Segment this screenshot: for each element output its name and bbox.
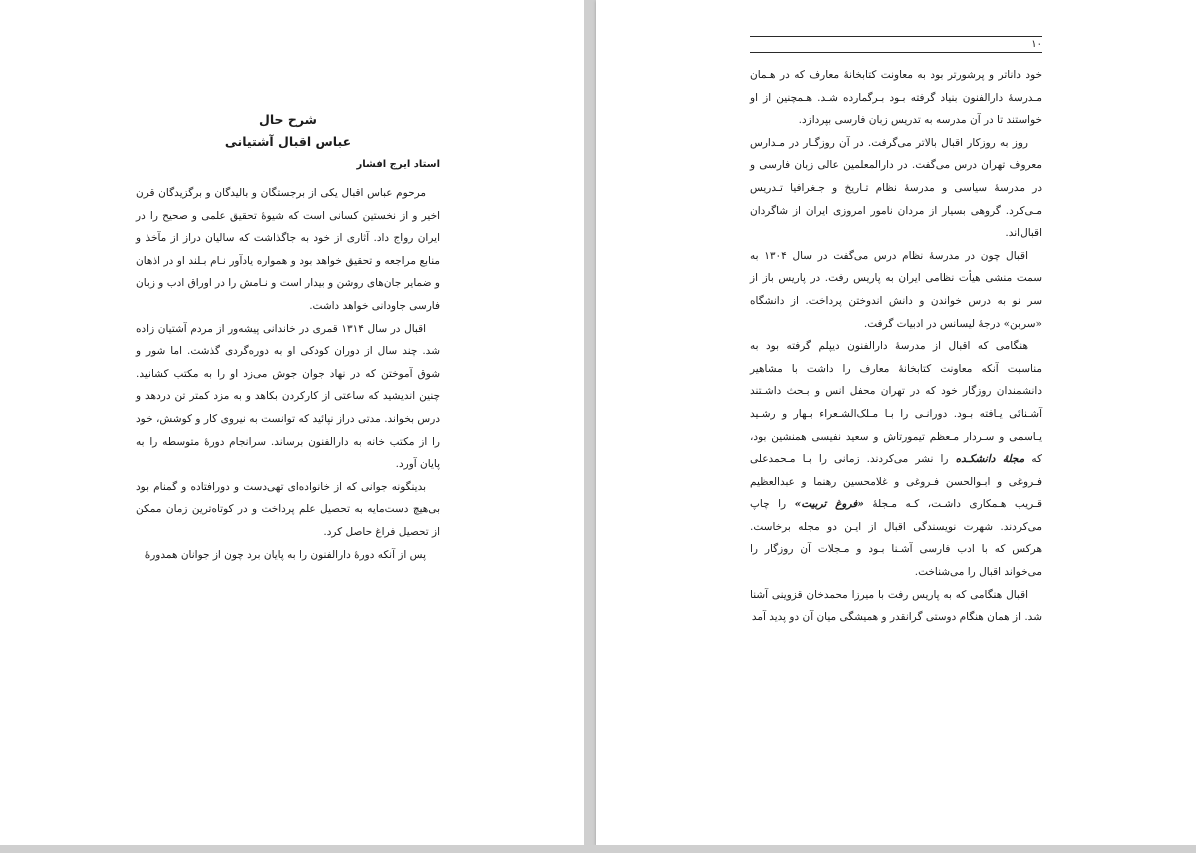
- header-rule-top: [750, 36, 1042, 37]
- journal-name-forugh-tarbiat: «فروغ تربیت»: [794, 498, 864, 511]
- paragraph-text: را نشر می‌کردند. زمانی را بـا مـحمدعلی فـروغی و ابـوالحسن فـروغی و غلامحسین رهنما و عبدالعظیم قـریب هـمکاری داشـت، کـه مـجلهٔ: [750, 453, 1043, 511]
- paragraph-text: را چاپ می‌کردند. شهرت نویسندگی اقبال از ایـن دو مجله برخاست. هرکس که با ادب فارسی آشـنا بـود و مـجلات آن روزگار را می‌خواند اقبال را می‌شناخت.: [750, 498, 1042, 579]
- paragraph: اقبال در سال ۱۳۱۴ قمری در خاندانی پیشه‌ور از مردم آشتیان زاده شد. چند سال از دوران کودکی او به دوره‌گردی گذشت. اما شور و شوق آموختن که در نهاد جوان جوش می‌زد او را به مکتب کشانید. چنین اندیشید که ساعتی از کارکردن بکاهد و به مزد کمتر تن دردهد و درس بخواند. مدتی دراز نپائید که توانست به نیروی کار و کوشش، خود را از مکتب خانه به دارالفنون برساند. سرانجام دورهٔ متوسطه را به پایان آورد.: [136, 322, 440, 471]
- paragraph: مرحوم عباس اقبال یکی از برجستگان و بالیدگان و برگزیدگان قرن اخیر و از نخستین کسانی است که شیوهٔ تحقیق علمی و صحیح را در ایران رواج داد. آثاری از خود به جاگذاشت که سالیان دراز از مآخذ و منابع مراجعه و تحقیق خواهد بود و همواره یادآور نـام بـلند او در اذهان و ضمایر جان‌های روشن و بیدار است و نـامش را در اوراق ادب و زبان فارسی جاودانی خواهد داشت.: [136, 187, 440, 312]
- page-gutter: [584, 0, 596, 853]
- paragraph: روز به روزکار اقبال بالاتر می‌گرفت. در آن روزگـار در مـدارس معروف تهران درس می‌گفت. در دارالمعلمین عالی زبان فارسی و در مدرسهٔ سیاسی و مدرسهٔ نظام تـاریخ و جـغرافیا تـدریس مـی‌کرد. گروهی بسیار از مردان نامور امروزی ایران از شاگردان اقبال‌اند.: [750, 136, 1042, 240]
- paragraph: خود داناتر و پرشورتر بود به معاونت کتابخانهٔ معارف که در هـمان مـدرسهٔ دارالفنون بنیاد گرفته بـود بـرگمارده شـد. هـمچنین از او خواستند تا در آن مدرسه به تدریس زبان فارسی بپردازد.: [750, 69, 1042, 127]
- subject-name-title: عباس اقبال آشتیانی: [224, 134, 352, 149]
- page-header: [750, 36, 1042, 60]
- author-name: استاد ایرج افشار: [356, 159, 440, 170]
- paragraph: اقبال هنگامی که به پاریس رفت با میرزا محمدخان قزوینی آشنا شد. از همان هنگام دوستی گرانقدر و همیشگی میان آن دو پدید آمد: [750, 588, 1042, 624]
- viewer-bottom-strip: [0, 845, 1196, 853]
- page-number: ۱۰: [1031, 39, 1042, 50]
- left-page-content: [136, 109, 440, 566]
- page-title: شرح حال: [259, 112, 317, 127]
- right-page-content: [750, 64, 1042, 629]
- header-rule-bottom: [750, 52, 1042, 53]
- journal-name-daneshkadeh: مجلهٔ دانشکـده: [955, 453, 1025, 466]
- paragraph-text: هنگامی که اقبال از مدرسهٔ دارالفنون دیپلم گرفته بود به مناسبت آنکه معاونت کتابخانهٔ معارف را داشت با مشاهیر دانشمندان روزگار خود که در تهران محفل انس و بـحث داشـتند آشـنائی یـافته بـود. دورانـی را بـا مـلک‌الشـعراء بـهار و رشـید یـاسمی و سـردار مـعظم تیمورتاش و سعید نفیسی همنشین بود، که: [750, 340, 1043, 466]
- paragraph: اقبال چون در مدرسهٔ نظام درس می‌گفت در سال ۱۳۰۴ به سمت منشی هیأت نظامی ایران به پاریس رفت. در پاریس باز از سر نو به درس خواندن و دانش اندوختن پرداخت. از دانشگاه «سربن» درجهٔ لیسانس در ادبیات گرفت.: [750, 249, 1042, 330]
- paragraph: پس از آنکه دورهٔ دارالفنون را به پایان برد چون از جوانان همدورهٔ: [144, 548, 426, 561]
- paragraph: بدینگونه جوانی که از خانواده‌ای تهی‌دست و دورافتاده و گمنام بود بی‌هیچ دست‌مایه به تحصیل علم پرداخت و در کوتاه‌ترین زمان ممکن از تحصیل فراغ حاصل کرد.: [136, 480, 440, 538]
- paragraph: [750, 335, 1042, 584]
